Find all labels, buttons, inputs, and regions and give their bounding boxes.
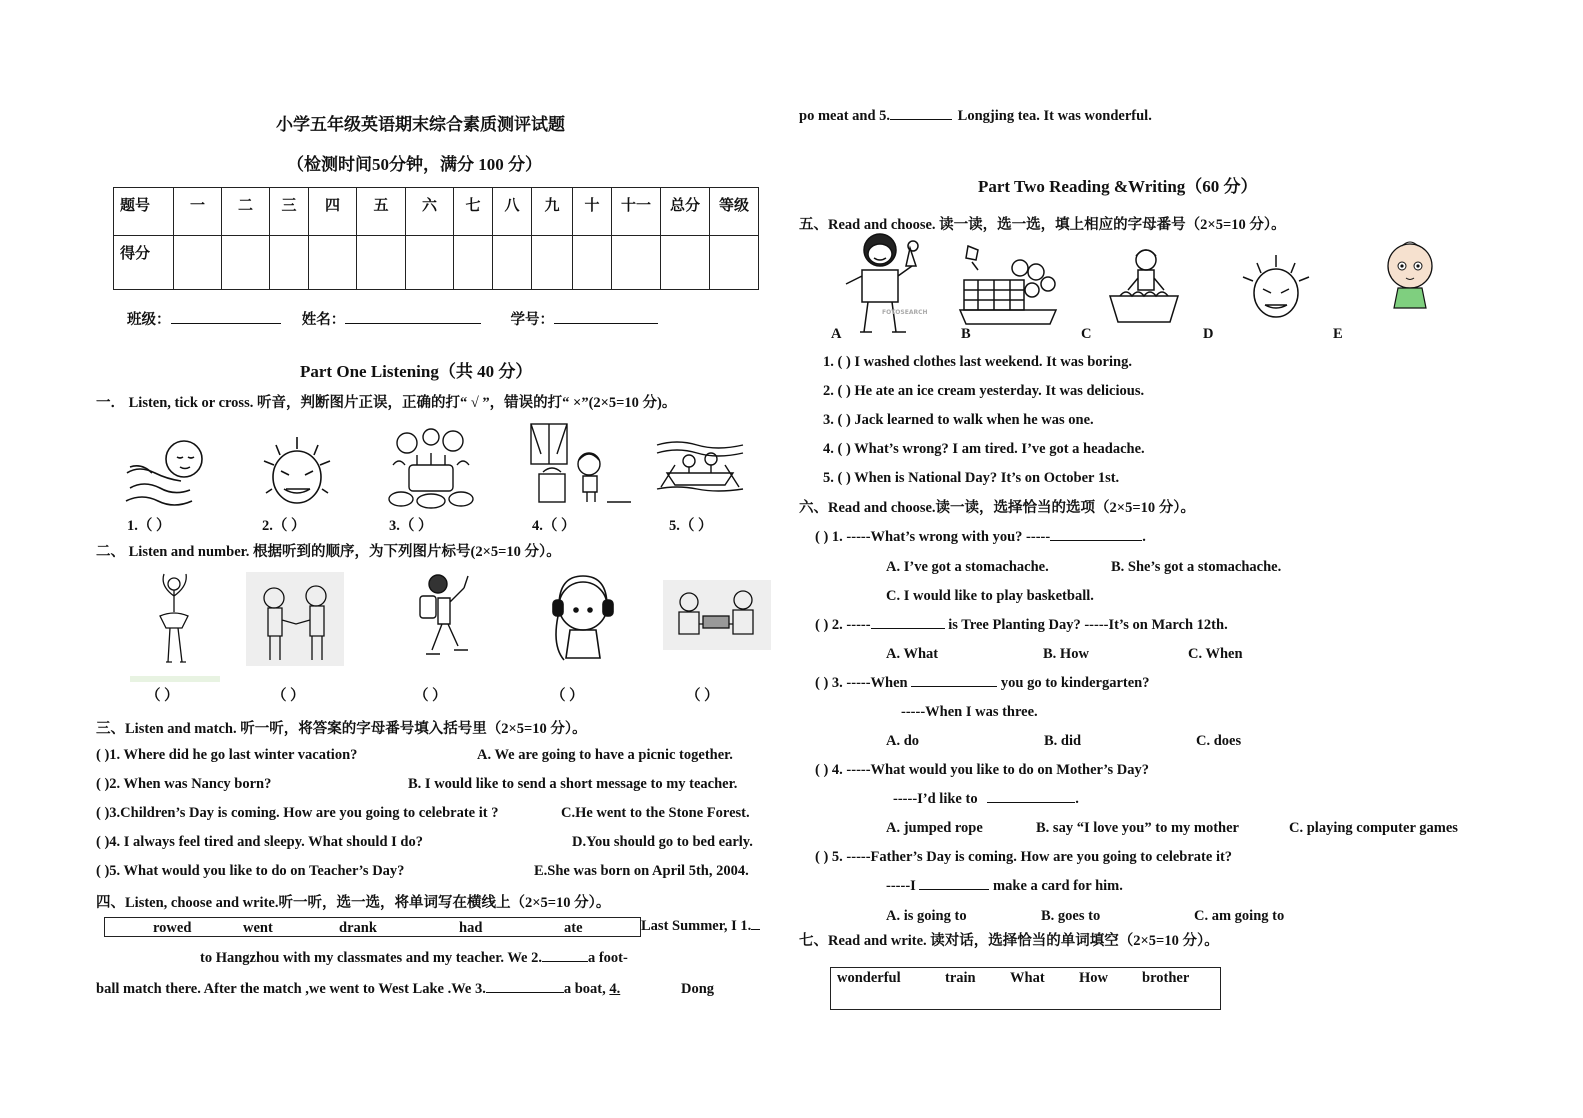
question-text: -----I — [886, 878, 916, 894]
s6-q1-option-b[interactable]: B. She’s got a stomachache. — [1111, 559, 1282, 575]
s4-passage-line-3 — [96, 981, 714, 998]
answer-blank[interactable] — [987, 802, 1075, 803]
score-cell[interactable] — [454, 236, 493, 290]
blank-5[interactable] — [890, 119, 952, 120]
s5-pic-label-d: D — [1203, 326, 1214, 342]
svg-text:FOTOSEARCH: FOTOSEARCH — [882, 309, 928, 316]
section-2-heading: 二、 Listen and number. 根据听到的顺序，为下列图片标号(2×5=10 分）。 — [96, 544, 561, 560]
ballet-dancer-icon — [130, 572, 220, 682]
s4-passage-line-2 — [200, 950, 628, 967]
score-cell[interactable] — [532, 236, 573, 290]
s3-question-3[interactable]: ( )3.Children’s Day is coming. How are you going to celebrate it ? — [96, 805, 499, 821]
s1-answer-1[interactable]: 1.（ ） — [127, 518, 171, 534]
part-one-title: Part One Listening（共 40 分） — [300, 362, 533, 381]
s3-option-e: E.She was born on April 5th, 2004. — [534, 863, 749, 879]
s6-q5-option-c[interactable]: C. am going to — [1194, 908, 1285, 924]
score-table-cell: 总分 — [661, 188, 710, 236]
score-table-cell: 九 — [532, 188, 573, 236]
section-3-heading: 三、Listen and match. 听一听，将答案的字母番号填入括号里（2×5=10 分）。 — [96, 721, 587, 737]
s5-item-5[interactable]: 5. ( ) When is National Day? It’s on October 1st. — [823, 470, 1120, 486]
passage-text: to Hangzhou with my classmates and my teacher. We 2. — [200, 950, 542, 966]
ice-cream-boy-icon — [842, 228, 930, 340]
s1-answer-3[interactable]: 3.（ ） — [389, 518, 433, 534]
s6-q3-option-c[interactable]: C. does — [1196, 733, 1242, 749]
name-label: 姓名： — [301, 312, 346, 328]
student-info — [127, 308, 658, 329]
question-text: -----I’d like to — [893, 791, 978, 807]
blank-1[interactable] — [751, 929, 760, 930]
s6-question-5[interactable]: ( ) 5. -----Father’s Day is coming. How are you going to celebrate it? — [815, 849, 1233, 865]
question-text: ( ) 2. ----- — [815, 617, 871, 633]
word-how: How — [1079, 970, 1108, 986]
page-title: 小学五年级英语期末综合素质测评试题 — [276, 115, 565, 134]
section-6-heading: 六、Read and choose.读一读，选择恰当的选项（2×5=10 分）。 — [799, 500, 1195, 516]
s6-q1-option-a[interactable]: A. I’ve got a stomachache. — [886, 559, 1049, 575]
score-cell[interactable] — [222, 236, 270, 290]
score-cell[interactable] — [661, 236, 710, 290]
word-ate: ate — [564, 920, 583, 936]
passage-text: po meat and 5. — [799, 108, 891, 124]
s6-q3-answer-line: -----When I was three. — [901, 704, 1038, 720]
s6-q4-option-a[interactable]: A. jumped rope — [886, 820, 983, 836]
s5-pic-label-e: E — [1333, 326, 1343, 342]
id-field[interactable] — [554, 323, 658, 324]
s3-option-b: B. I would like to send a short message to my teacher. — [408, 776, 738, 792]
part-two-title: Part Two Reading &Writing（60 分） — [978, 177, 1258, 196]
passage-text: Longjing tea. It was wonderful. — [957, 108, 1152, 124]
handshake-icon — [246, 572, 344, 666]
class-field[interactable] — [171, 323, 281, 324]
s2-answer-2[interactable]: （ ） — [272, 688, 305, 704]
birthday-cake-icon — [387, 425, 475, 511]
s6-q5-option-b[interactable]: B. goes to — [1041, 908, 1101, 924]
score-cell[interactable] — [174, 236, 222, 290]
s1-answer-5[interactable]: 5.（ ） — [669, 518, 713, 534]
score-cell[interactable] — [270, 236, 309, 290]
s6-q5-option-a[interactable]: A. is going to — [886, 908, 967, 924]
answer-blank[interactable] — [911, 686, 997, 687]
s6-q5-answer-line — [886, 878, 1123, 895]
question-text: make a card for him. — [993, 878, 1123, 894]
s6-q4-option-b[interactable]: B. say “I love you” to my mother — [1036, 820, 1239, 836]
passage-text: Dong — [681, 981, 715, 997]
score-table-cell: 四 — [309, 188, 357, 236]
s6-question-1[interactable]: ( ) 1. -----What’s wrong with you? ----- . — [815, 529, 1146, 545]
s6-q2-option-c[interactable]: C. When — [1188, 646, 1243, 662]
s2-answer-4[interactable]: （ ） — [551, 688, 584, 704]
word-went: went — [243, 920, 273, 936]
washing-clothes-icon — [1106, 244, 1182, 326]
score-cell[interactable] — [406, 236, 454, 290]
section-5-heading: 五、Read and choose. 读一读，选一选，填上相应的字母番号（2×5=10 分）。 — [799, 217, 1286, 233]
score-table-cell: 三 — [270, 188, 309, 236]
s3-question-4[interactable]: ( )4. I always feel tired and sleepy. What should I do? — [96, 834, 423, 850]
s7-word-box — [830, 967, 1221, 1010]
s5-pic-label-c: C — [1081, 326, 1092, 342]
passage-text: ball match there. After the match ,we went to West Lake .We 3. — [96, 981, 486, 997]
s3-question-2[interactable]: ( )2. When was Nancy born? — [96, 776, 272, 792]
score-table-header-row — [114, 188, 759, 236]
s2-answer-1[interactable]: （ ） — [146, 688, 179, 704]
girl-at-window-icon — [527, 422, 631, 504]
score-table-cell: 十一 — [612, 188, 661, 236]
score-cell[interactable] — [357, 236, 406, 290]
s3-question-1[interactable]: ( )1. Where did he go last winter vacation? — [96, 747, 358, 763]
id-label: 学号： — [510, 312, 554, 328]
hiking-boy-icon — [408, 570, 478, 662]
section-7-heading: 七、Read and write. 读对话，选择恰当的单词填空（2×5=10 分）。 — [799, 933, 1219, 949]
answer-blank[interactable] — [871, 628, 945, 629]
score-row-label: 得分 — [114, 236, 174, 290]
baby-icon — [1380, 236, 1440, 316]
s6-q4-answer-line: -----I’d like to . — [893, 791, 1079, 807]
rowing-boat-icon — [655, 435, 745, 495]
s3-option-a: A. We are going to have a picnic together. — [477, 747, 733, 763]
headache-face-icon — [256, 433, 338, 510]
s1-answer-4[interactable]: 4.（ ） — [532, 518, 576, 534]
question-text: you go to kindergarten? — [1000, 675, 1150, 691]
s3-option-c: C.He went to the Stone Forest. — [561, 805, 750, 821]
question-text: ( ) 1. -----What’s wrong with you? ----- — [815, 529, 1051, 545]
question-text: is Tree Planting Day? -----It’s on March 12th. — [948, 617, 1228, 633]
s6-question-3[interactable] — [815, 675, 1150, 692]
s6-question-4[interactable]: ( ) 4. -----What would you like to do on Mother’s Day? — [815, 762, 1150, 778]
answer-blank[interactable] — [1050, 540, 1142, 541]
score-table-cell: 六 — [406, 188, 454, 236]
score-cell[interactable] — [573, 236, 612, 290]
s3-option-d: D.You should go to bed early. — [572, 834, 753, 850]
score-table-cell: 十 — [573, 188, 612, 236]
word-what: What — [1010, 970, 1045, 986]
s1-answer-2[interactable]: 2.（ ） — [262, 518, 306, 534]
score-table-cell: 五 — [357, 188, 406, 236]
s3-question-5[interactable]: ( )5. What would you like to do on Teacher’s Day? — [96, 863, 405, 879]
s5-item-3[interactable]: 3. ( ) Jack learned to walk when he was one. — [823, 412, 1094, 428]
s6-q3-option-a[interactable]: A. do — [886, 733, 920, 749]
national-day-icon — [958, 240, 1058, 326]
score-cell[interactable] — [309, 236, 357, 290]
word-had: had — [459, 920, 483, 936]
passage-text: Last Summer, I 1. — [641, 918, 752, 934]
blank-2[interactable] — [542, 961, 588, 962]
word-wonderful: wonderful — [837, 970, 901, 986]
s5-pic-label-b: B — [961, 326, 971, 342]
score-table-cell: 二 — [222, 188, 270, 236]
word-train: train — [945, 970, 976, 986]
s2-answer-3[interactable]: （ ） — [414, 688, 447, 704]
headphones-child-icon — [550, 572, 616, 666]
section-1-heading: 一． Listen, tick or cross. 听音，判断图片正误，正确的打“ √ ”，错误的打“ ×”(2×5=10 分)。 — [96, 395, 677, 411]
s6-q4-option-c[interactable]: C. playing computer games — [1289, 820, 1458, 836]
s5-item-2[interactable]: 2. ( ) He ate an ice cream yesterday. It was delicious. — [823, 383, 1145, 399]
passage-text: a foot- — [587, 950, 628, 966]
score-cell[interactable] — [493, 236, 532, 290]
blank-4[interactable]: 4. — [609, 981, 621, 997]
swimming-child-icon — [122, 433, 214, 508]
s6-q2-option-b[interactable]: B. How — [1043, 646, 1089, 662]
score-cell[interactable] — [710, 236, 759, 290]
s5-item-1[interactable]: 1. ( ) I washed clothes last weekend. It was boring. — [823, 354, 1132, 370]
score-table-cell: 七 — [454, 188, 493, 236]
class-label: 班级： — [127, 312, 171, 328]
answer-blank[interactable] — [919, 889, 989, 890]
score-table — [113, 187, 759, 290]
s6-question-2[interactable] — [815, 617, 1228, 634]
s4-passage-line-4 — [799, 108, 1152, 125]
s6-q1-option-c[interactable]: C. I would like to play basketball. — [886, 588, 1094, 604]
blank-3[interactable] — [486, 992, 564, 993]
score-table-cell: 等级 — [710, 188, 759, 236]
score-table-cell: 一 — [174, 188, 222, 236]
chess-players-icon — [663, 580, 771, 650]
s6-q2-option-a[interactable]: A. What — [886, 646, 939, 662]
s5-pic-label-a: A — [831, 326, 842, 342]
s4-passage-line-1 — [641, 918, 760, 935]
s4-word-box — [104, 917, 641, 937]
headache-face-icon — [1235, 253, 1317, 323]
word-rowed: rowed — [153, 920, 192, 936]
word-drank: drank — [339, 920, 377, 936]
s6-q3-option-b[interactable]: B. did — [1044, 733, 1082, 749]
score-table-cell: 题号 — [114, 188, 174, 236]
score-table-score-row — [114, 236, 759, 290]
section-4-heading: 四、Listen, choose and write.听一听，选一选，将单词写在横线上（2×5=10 分）。 — [96, 895, 611, 911]
passage-text: a boat, — [563, 981, 606, 997]
name-field[interactable] — [345, 323, 481, 324]
score-cell[interactable] — [612, 236, 661, 290]
question-text: ( ) 3. -----When — [815, 675, 908, 691]
s2-answer-5[interactable]: （ ） — [686, 688, 719, 704]
s5-item-4[interactable]: 4. ( ) What’s wrong? I am tired. I’ve got a headache. — [823, 441, 1145, 457]
page-subtitle: （检测时间50分钟，满分 100 分） — [287, 155, 542, 174]
score-table-cell: 八 — [493, 188, 532, 236]
word-brother: brother — [1142, 970, 1190, 986]
